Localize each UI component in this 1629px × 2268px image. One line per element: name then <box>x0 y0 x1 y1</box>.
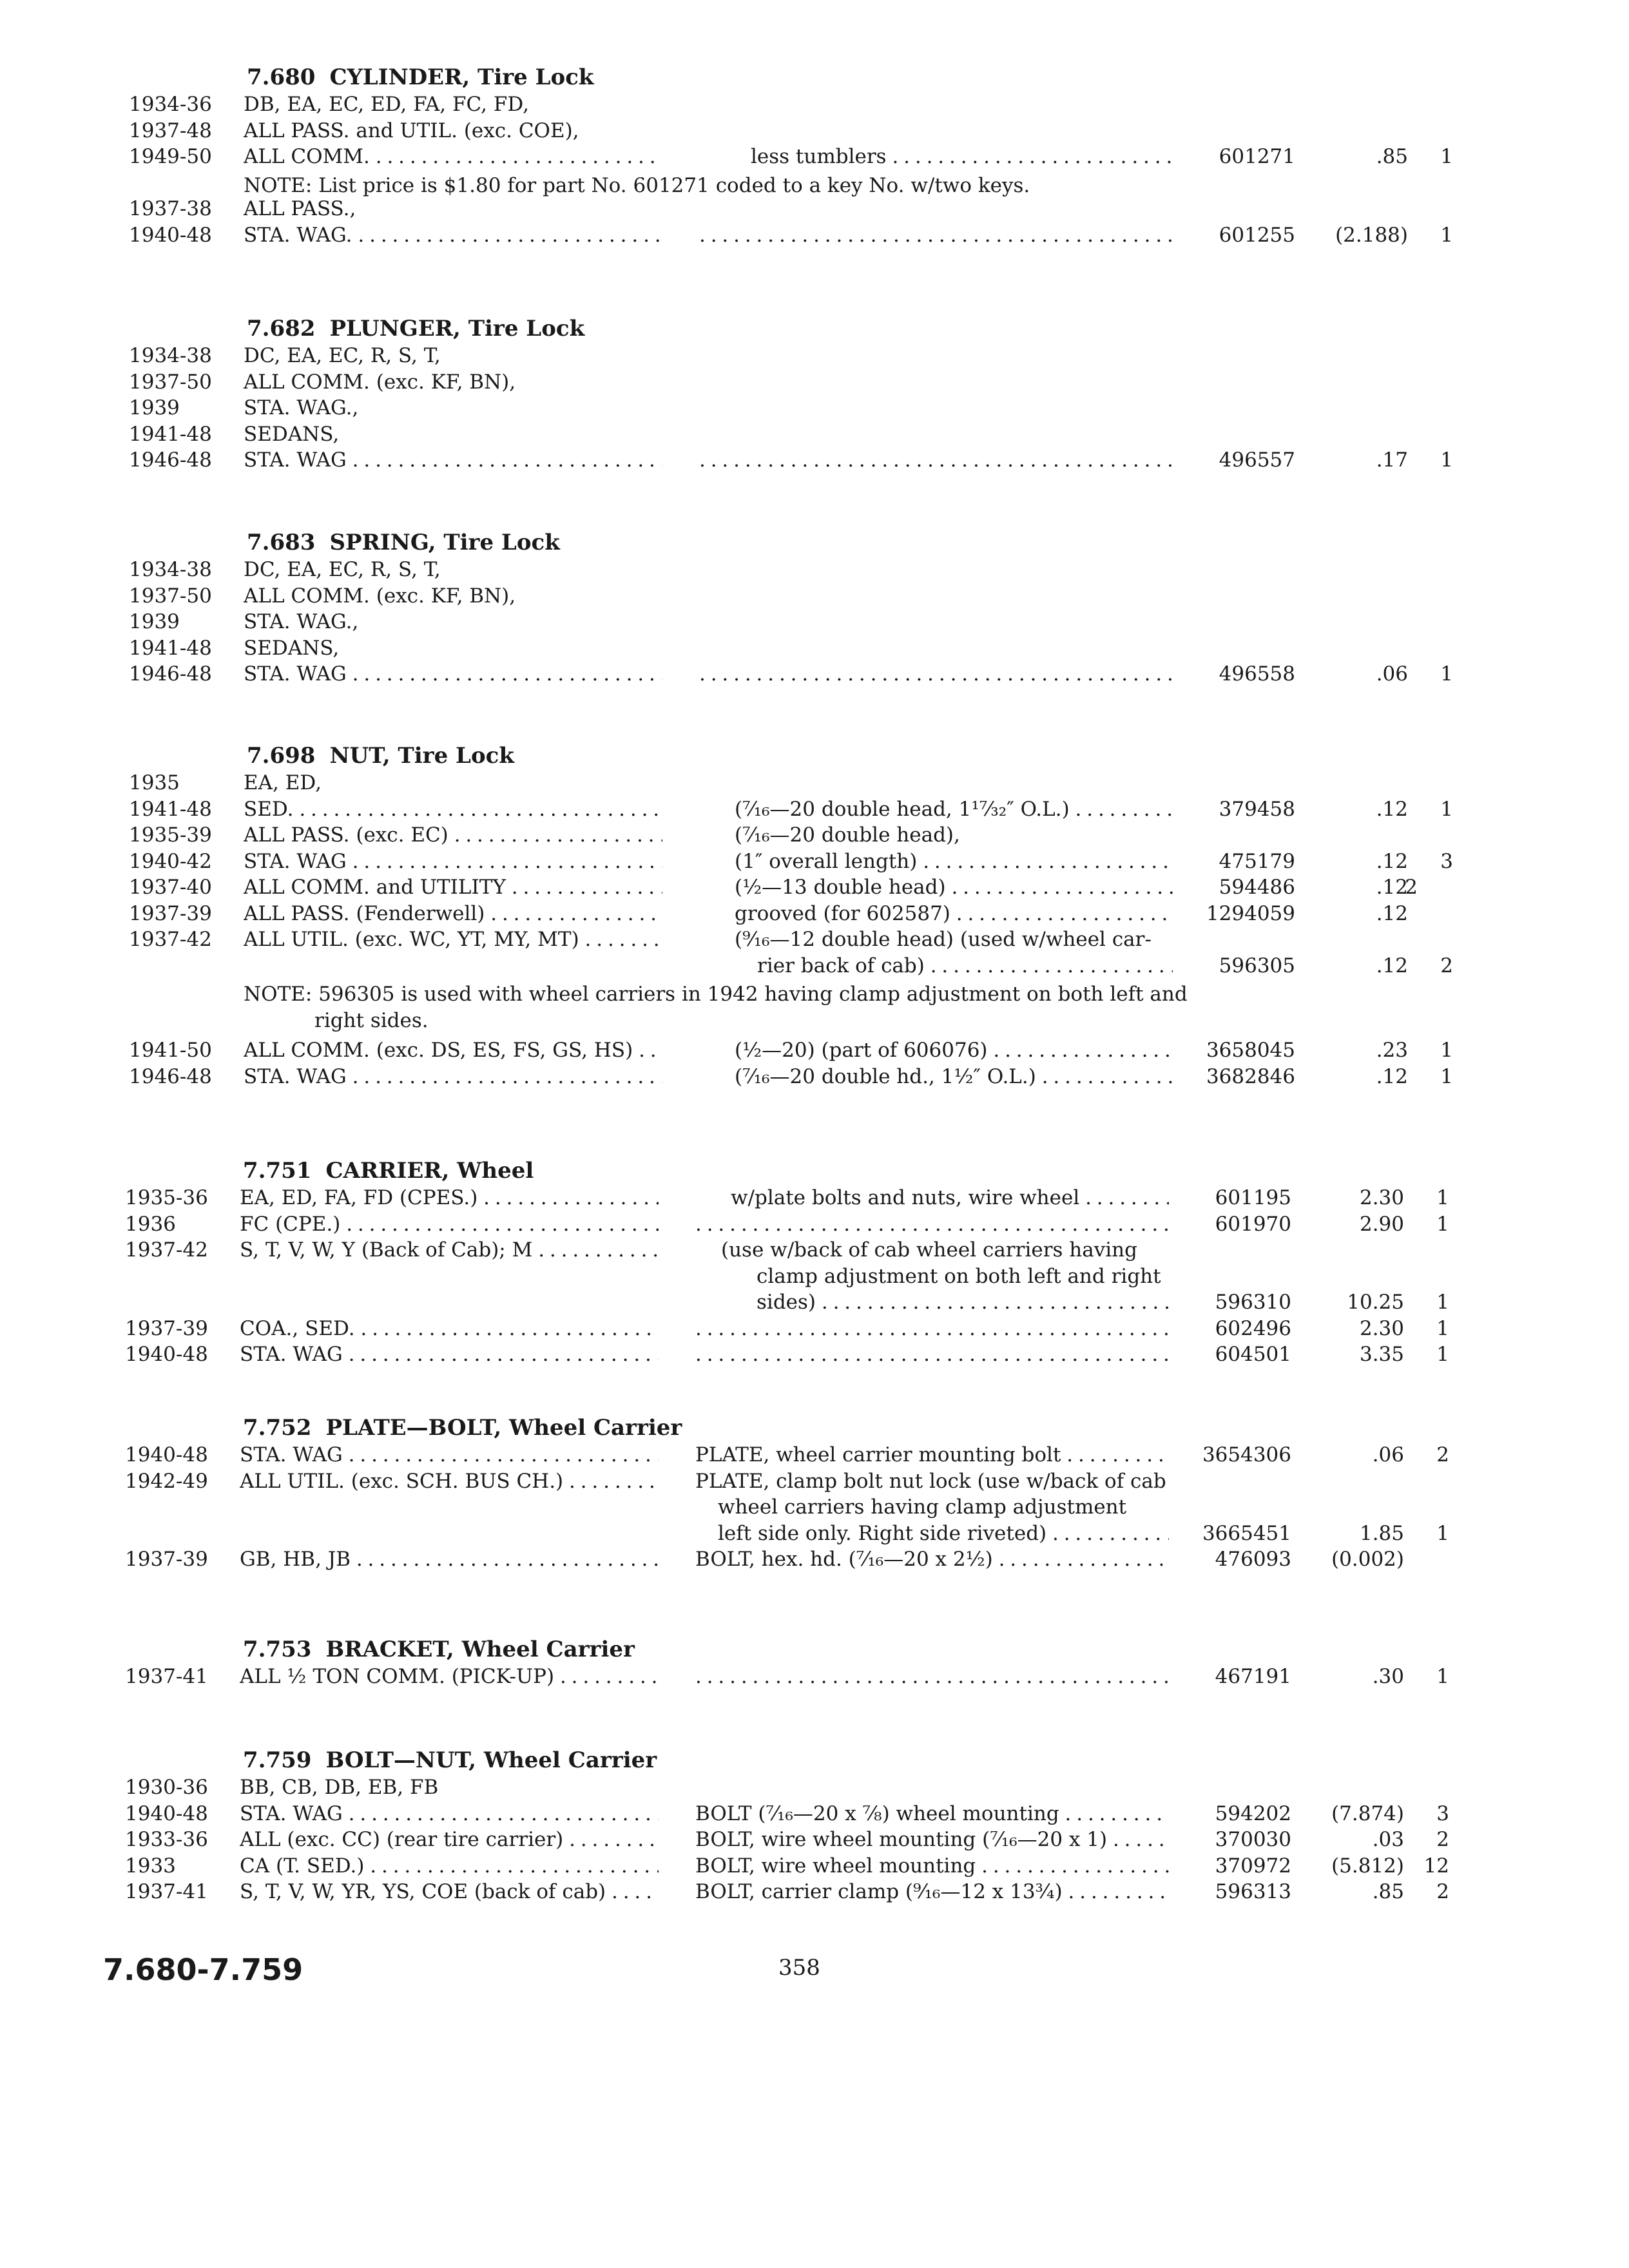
application: SED. . . . <box>244 798 662 821</box>
quantity: 1 <box>1436 1291 1449 1314</box>
list-price: 2.30 <box>1359 1316 1404 1340</box>
model-years: 1939 <box>129 396 180 419</box>
list-price: .06 <box>1372 1443 1404 1466</box>
model-years: 1940-48 <box>125 1802 208 1825</box>
model-years: 1946-48 <box>129 662 212 686</box>
description: less tumblers . . . <box>751 145 1173 168</box>
application: DB, EA, EC, ED, FA, FC, FD, <box>244 93 529 116</box>
part-number: 602496 <box>1215 1316 1291 1340</box>
list-price: .03 <box>1372 1828 1404 1851</box>
model-years: 1937-38 <box>129 197 212 220</box>
part-number: 3682846 <box>1206 1064 1295 1088</box>
catalog-row <box>0 1828 1625 1855</box>
catalog-row <box>0 448 1629 476</box>
part-number: 1294059 <box>1206 901 1295 925</box>
catalog-row <box>0 1470 1625 1497</box>
list-price: 2.90 <box>1359 1212 1404 1236</box>
part-number: 370030 <box>1215 1828 1291 1851</box>
catalog-row <box>0 396 1629 423</box>
part-number: 601255 <box>1219 223 1295 247</box>
catalog-row <box>0 1495 1625 1523</box>
section-number: 7.698 <box>247 743 316 769</box>
application: EA, ED, <box>244 771 322 794</box>
list-price: .12 <box>1376 901 1408 925</box>
quantity: 1 <box>1436 1521 1449 1545</box>
section-heading: SPRING, Tire Lock <box>329 530 560 555</box>
model-years: 1934-38 <box>129 344 212 367</box>
description: BOLT, hex. hd. (⁷⁄₁₆—20 x 2½) . . . <box>695 1548 1169 1571</box>
catalog-note: NOTE: 596305 is used with wheel carriers in 1942 having clamp adjustment on both left and <box>244 983 1188 1006</box>
application: ALL PASS., <box>244 197 356 220</box>
model-years: 1949-50 <box>129 145 212 168</box>
application: STA. WAG . . . <box>240 1443 659 1466</box>
catalog-row <box>0 1343 1625 1370</box>
description: rier back of cab) . . . <box>757 954 1173 977</box>
catalog-row <box>0 902 1629 929</box>
model-years: 1940-48 <box>125 1443 208 1466</box>
catalog-row <box>0 928 1629 955</box>
quantity: 1 <box>1440 1064 1453 1088</box>
application: ALL COMM. and UTILITY . . . <box>244 876 662 899</box>
application: FC (CPE.) . . . <box>240 1213 659 1236</box>
catalog-row <box>0 1238 1625 1265</box>
catalog-row <box>0 558 1629 585</box>
application: ALL PASS. and UTIL. (exc. COE), <box>244 119 579 142</box>
application: STA. WAG. . . . <box>244 224 662 247</box>
list-price: 10.25 <box>1347 1291 1404 1314</box>
catalog-row <box>0 823 1629 850</box>
list-price: .12 <box>1376 849 1408 873</box>
model-years: 1933 <box>125 1854 176 1878</box>
catalog-row <box>0 1265 1625 1292</box>
model-years: 1937-41 <box>125 1665 208 1688</box>
description: sides) . . . <box>757 1291 1169 1314</box>
model-years: 1946-48 <box>129 448 212 472</box>
footer-section-range: 7.680-7.759 <box>103 1952 304 1987</box>
section-heading: BRACKET, Wheel Carrier <box>325 1637 635 1662</box>
quantity: 1 <box>1440 1039 1453 1062</box>
application: STA. WAG . . . <box>244 662 662 686</box>
model-years: 1937-39 <box>125 1316 208 1340</box>
catalog-row <box>0 876 1629 903</box>
model-years: 1939 <box>129 610 180 633</box>
part-number: 594202 <box>1215 1802 1291 1825</box>
application: BB, CB, DB, EB, FB <box>240 1776 439 1799</box>
quantity: 1 <box>1440 145 1453 168</box>
application: DC, EA, EC, R, S, T, <box>244 558 441 581</box>
catalog-note: right sides. <box>314 1008 429 1032</box>
model-years: 1937-50 <box>129 370 212 394</box>
list-price: (5.812) <box>1331 1854 1404 1878</box>
list-price: (2.188) <box>1335 223 1408 247</box>
catalog-row <box>0 1854 1625 1881</box>
section-title <box>243 1637 635 1662</box>
section-number: 7.680 <box>247 64 316 90</box>
list-price: .85 <box>1376 145 1408 168</box>
description: (⁹⁄₁₆—12 double head) (used w/wheel car- <box>735 928 1152 951</box>
model-years: 1941-48 <box>129 422 212 446</box>
list-price: .12 <box>1376 954 1408 977</box>
model-years: 1934-36 <box>129 93 212 116</box>
catalog-row <box>0 1213 1625 1240</box>
catalog-row <box>0 954 1629 981</box>
model-years: 1937-42 <box>129 928 212 951</box>
model-years: 1935 <box>129 771 180 794</box>
part-number: 596313 <box>1215 1880 1291 1903</box>
section-title <box>243 1158 534 1184</box>
catalog-row <box>0 1802 1625 1829</box>
model-years: 1942-49 <box>125 1469 208 1493</box>
model-years: 1941-48 <box>129 797 212 821</box>
section-number: 7.752 <box>243 1415 312 1441</box>
list-price: (0.002) <box>1331 1548 1404 1571</box>
description: (⁷⁄₁₆—20 double head), <box>735 823 960 847</box>
application: DC, EA, EC, R, S, T, <box>244 344 441 367</box>
model-years: 1940-48 <box>125 1343 208 1366</box>
model-years: 1930-36 <box>125 1776 208 1799</box>
part-number: 379458 <box>1219 797 1295 821</box>
application: ALL PASS. (exc. EC) . . . <box>244 823 662 847</box>
part-number: 604501 <box>1215 1343 1291 1366</box>
catalog-row <box>0 370 1629 398</box>
section-number: 7.753 <box>243 1637 312 1662</box>
quantity: 2 <box>1436 1828 1449 1851</box>
part-number: 596305 <box>1219 954 1295 977</box>
section-heading: BOLT—NUT, Wheel Carrier <box>325 1747 657 1773</box>
description: (⁷⁄₁₆—20 double head, 1¹⁷⁄₃₂″ O.L.) . . . <box>735 798 1173 821</box>
description: (use w/back of cab wheel carriers having <box>721 1238 1137 1262</box>
catalog-row <box>0 1443 1625 1470</box>
description: wheel carriers having clamp adjustment <box>718 1495 1127 1519</box>
part-number: 370972 <box>1215 1854 1291 1878</box>
description: BOLT, wire wheel mounting . . . <box>695 1854 1169 1878</box>
description: BOLT, carrier clamp (⁹⁄₁₆—12 x 13¾) . . . <box>695 1880 1169 1903</box>
application: ALL UTIL. (exc. SCH. BUS CH.) . . . <box>240 1470 659 1493</box>
application: ALL UTIL. (exc. WC, YT, MY, MT) . . . <box>244 928 662 951</box>
application: STA. WAG . . . <box>244 1065 662 1088</box>
description <box>695 1665 1169 1688</box>
part-number: 496557 <box>1219 448 1295 472</box>
model-years: 1937-48 <box>129 119 212 142</box>
list-price: .12 <box>1376 1064 1408 1088</box>
section-heading: CARRIER, Wheel <box>325 1158 534 1184</box>
section-title <box>243 1747 657 1773</box>
section-heading: PLUNGER, Tire Lock <box>329 316 585 341</box>
model-years: 1936 <box>125 1212 176 1236</box>
model-years: 1937-50 <box>129 584 212 608</box>
model-years: 1941-50 <box>129 1039 212 1062</box>
application: STA. WAG . . . <box>244 850 662 873</box>
application: ALL (exc. CC) (rear tire carrier) . . . <box>240 1828 659 1851</box>
section-title <box>243 1415 682 1441</box>
description <box>699 662 1173 686</box>
application: ALL ½ TON COMM. (PICK-UP) . . . <box>240 1665 659 1688</box>
quantity: 1 <box>1436 1665 1449 1688</box>
section-title <box>247 743 514 769</box>
section-heading: NUT, Tire Lock <box>329 743 514 769</box>
part-number: 596310 <box>1215 1291 1291 1314</box>
part-number: 601195 <box>1215 1186 1291 1209</box>
application: COA., SED. . . . <box>240 1317 659 1340</box>
part-number: 467191 <box>1215 1665 1291 1688</box>
model-years: 1941-48 <box>129 636 212 660</box>
list-price: .85 <box>1372 1880 1404 1903</box>
model-years: 1935-36 <box>125 1186 208 1209</box>
part-number: 3665451 <box>1202 1521 1291 1545</box>
model-years: 1934-38 <box>129 558 212 581</box>
catalog-row <box>0 1665 1625 1692</box>
catalog-row <box>0 771 1629 798</box>
description: (½—20) (part of 606076) . . . <box>735 1039 1173 1062</box>
section-heading: CYLINDER, Tire Lock <box>329 64 594 90</box>
description: PLATE, wheel carrier mounting bolt . . . <box>695 1443 1169 1466</box>
catalog-row <box>0 344 1629 371</box>
list-price: .30 <box>1372 1665 1404 1688</box>
model-years: 1937-41 <box>125 1880 208 1903</box>
catalog-row <box>0 1776 1625 1803</box>
list-price: .17 <box>1376 448 1408 472</box>
model-years: 1937-40 <box>129 876 212 899</box>
application: S, T, V, W, YR, YS, COE (back of cab) . . . <box>240 1880 659 1903</box>
application: STA. WAG . . . <box>240 1343 659 1366</box>
list-price: (7.874) <box>1331 1802 1404 1825</box>
description: grooved (for 602587) . . . <box>735 902 1173 925</box>
description: w/plate bolts and nuts, wire wheel . . . <box>731 1186 1169 1209</box>
section-number: 7.683 <box>247 530 316 555</box>
application: ALL COMM. . . . <box>244 145 662 168</box>
application: CA (T. SED.) . . . <box>240 1854 659 1878</box>
description: (1″ overall length) . . . <box>735 850 1173 873</box>
section-title <box>247 530 560 555</box>
model-years: 1940-48 <box>129 223 212 247</box>
catalog-row <box>0 1186 1625 1213</box>
catalog-row <box>0 1291 1625 1318</box>
description <box>699 448 1173 472</box>
catalog-row <box>0 1317 1625 1344</box>
application: S, T, V, W, Y (Back of Cab); M . . . <box>240 1238 659 1262</box>
quantity: 1 <box>1440 223 1453 247</box>
quantity: 12 <box>1423 1854 1449 1878</box>
section-title <box>247 316 584 341</box>
part-number: 476093 <box>1215 1548 1291 1571</box>
footer-page-number: 358 <box>778 1955 820 1981</box>
catalog-row <box>0 610 1629 637</box>
model-years: 1937-42 <box>125 1238 208 1262</box>
application: STA. WAG., <box>244 396 359 419</box>
quantity: 3 <box>1440 849 1453 873</box>
application: STA. WAG . . . <box>240 1802 659 1825</box>
application: GB, HB, JB . . . <box>240 1548 659 1571</box>
section-number: 7.682 <box>247 316 316 341</box>
description <box>695 1343 1169 1366</box>
catalog-row <box>0 850 1629 877</box>
application: ALL COMM. (exc. DS, ES, FS, GS, HS) . . . <box>244 1039 662 1062</box>
section-number: 7.759 <box>243 1747 312 1773</box>
list-price: .06 <box>1376 662 1408 686</box>
section-title <box>247 64 593 90</box>
description <box>699 224 1173 247</box>
description: BOLT, wire wheel mounting (⁷⁄₁₆—20 x 1) . . . <box>695 1828 1169 1851</box>
catalog-row <box>0 1522 1625 1549</box>
quantity: 1 <box>1440 662 1453 686</box>
application: ALL PASS. (Fenderwell) . . . <box>244 902 662 925</box>
application: SEDANS, <box>244 636 340 660</box>
catalog-row <box>0 224 1629 251</box>
quantity: 1 <box>1440 797 1453 821</box>
part-number: 3654306 <box>1202 1443 1291 1466</box>
catalog-row <box>0 145 1629 172</box>
part-number: 3658045 <box>1206 1039 1295 1062</box>
quantity: 2 <box>1405 876 1418 899</box>
list-price: 2.30 <box>1359 1186 1404 1209</box>
list-price: .12 <box>1376 876 1408 899</box>
part-number: 601970 <box>1215 1212 1291 1236</box>
quantity: 2 <box>1440 954 1453 977</box>
part-number: 496558 <box>1219 662 1295 686</box>
model-years: 1940-42 <box>129 849 212 873</box>
model-years: 1933-36 <box>125 1828 208 1851</box>
quantity: 1 <box>1440 448 1453 472</box>
list-price: .23 <box>1376 1039 1408 1062</box>
catalog-row <box>0 798 1629 825</box>
quantity: 1 <box>1436 1316 1449 1340</box>
catalog-note: NOTE: List price is $1.80 for part No. 601271 coded to a key No. w/two keys. <box>244 173 1030 197</box>
model-years: 1937-39 <box>129 901 212 925</box>
catalog-row <box>0 1065 1629 1092</box>
section-number: 7.751 <box>243 1158 312 1184</box>
application: ALL COMM. (exc. KF, BN), <box>244 584 516 608</box>
model-years: 1946-48 <box>129 1064 212 1088</box>
catalog-row <box>0 584 1629 611</box>
list-price: 1.85 <box>1359 1521 1404 1545</box>
quantity: 3 <box>1436 1802 1449 1825</box>
catalog-row <box>0 1039 1629 1066</box>
quantity: 1 <box>1436 1186 1449 1209</box>
description: (⁷⁄₁₆—20 double hd., 1½″ O.L.) . . . <box>735 1065 1173 1088</box>
catalog-row <box>0 1880 1625 1907</box>
part-number: 594486 <box>1219 876 1295 899</box>
model-years: 1937-39 <box>125 1548 208 1571</box>
application: STA. WAG . . . <box>244 448 662 472</box>
quantity: 2 <box>1436 1880 1449 1903</box>
quantity: 2 <box>1436 1443 1449 1466</box>
quantity: 1 <box>1436 1343 1449 1366</box>
section-heading: PLATE—BOLT, Wheel Carrier <box>325 1415 682 1441</box>
catalog-row <box>0 662 1629 689</box>
description <box>695 1317 1169 1340</box>
application: SEDANS, <box>244 422 340 446</box>
description: BOLT (⁷⁄₁₆—20 x ⅞) wheel mounting . . . <box>695 1802 1169 1825</box>
description: (½—13 double head) . . . <box>735 876 1173 899</box>
application: STA. WAG., <box>244 610 359 633</box>
list-price: .12 <box>1376 797 1408 821</box>
quantity: 1 <box>1436 1212 1449 1236</box>
description: clamp adjustment on both left and right <box>757 1264 1161 1288</box>
application: ALL COMM. (exc. KF, BN), <box>244 370 516 394</box>
description <box>695 1213 1169 1236</box>
description: left side only. Right side riveted) . . . <box>718 1522 1169 1545</box>
part-number: 601271 <box>1219 145 1295 168</box>
catalog-row <box>0 1548 1625 1575</box>
model-years: 1935-39 <box>129 823 212 847</box>
catalog-row <box>0 423 1629 450</box>
catalog-row <box>0 197 1629 224</box>
catalog-row <box>0 93 1629 120</box>
catalog-row <box>0 637 1629 664</box>
part-number: 475179 <box>1219 849 1295 873</box>
list-price: 3.35 <box>1359 1343 1404 1366</box>
description: PLATE, clamp bolt nut lock (use w/back of cab <box>695 1469 1166 1493</box>
catalog-row <box>0 119 1629 146</box>
application: EA, ED, FA, FD (CPES.) . . . <box>240 1186 659 1209</box>
